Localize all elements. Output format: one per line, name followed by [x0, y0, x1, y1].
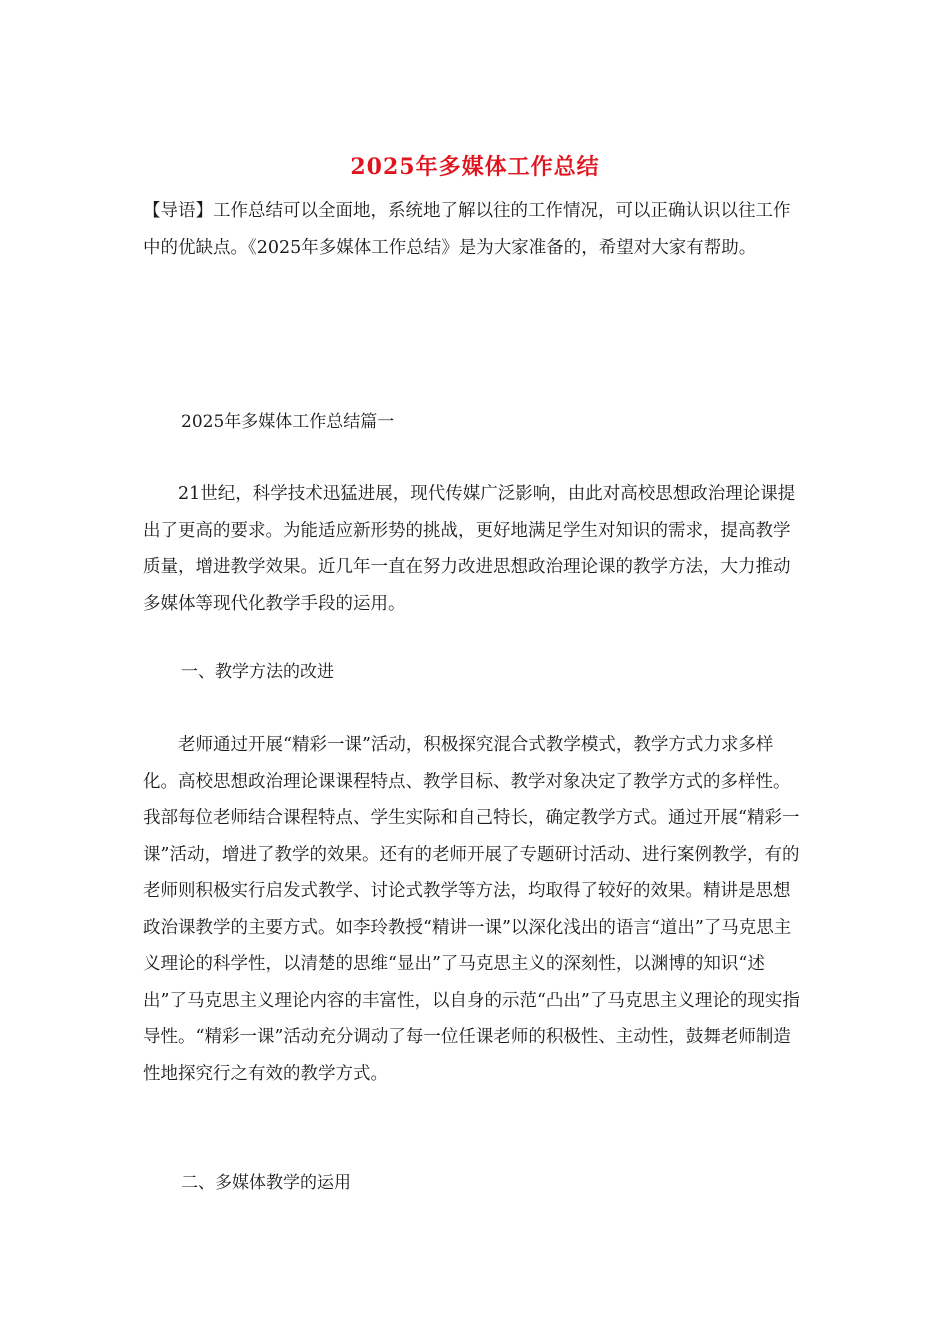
heading-teaching-methods: 一、教学方法的改进 [181, 662, 334, 682]
heading-multimedia-teaching: 二、多媒体教学的运用 [181, 1173, 351, 1193]
section-title: 2025年多媒体工作总结篇一 [181, 412, 395, 432]
body-paragraph-1: 21世纪，科学技术迅猛进展，现代传媒广泛影响，由此对高校思想政治理论课提出了更高的要求。为能适应新形势的挑战，更好地满足学生对知识的需求，提高教学质量，增进教学效果。近几年一直在努力改进思想政治理论课的教学方法，大力推动多媒体等现代化教学手段的运用。 [143, 484, 796, 614]
document-title: 2025年多媒体工作总结 [350, 154, 600, 180]
intro-paragraph: 【导语】工作总结可以全面地，系统地了解以往的工作情况，可以正确认识以往工作中的优缺点。《2025年多媒体工作总结》是为大家准备的，希望对大家有帮助。 [143, 201, 791, 258]
body-paragraph-2: 老师通过开展“精彩一课”活动，积极探究混合式教学模式，教学方式力求多样化。高校思想政治理论课课程特点、教学目标、教学对象决定了教学方式的多样性。我部每位老师结合课程特点、学生实际和自己特长，确定教学方式。通过开展“精彩一课”活动，增进了教学的效果。还有的老师开展了专题研讨活动、进行案例教学，有的老师则积极实行启发式教学、讨论式教学等方法，均取得了较好的效果。精讲是思想政治课教学的主要方式。如李玲教授“精讲一课”以深化浅出的语言“道出”了马克思主义理论的科学性，以清楚的思维“显出”了马克思主义的深刻性，以渊博的知识“述出”了马克思主义理论内容的丰富性，以自身的示范“凸出”了马克思主义理论的现实指导性。“精彩一课”活动充分调动了每一位任课老师的积极性、主动性，鼓舞老师制造性地探究行之有效的教学方式。 [143, 735, 800, 1084]
